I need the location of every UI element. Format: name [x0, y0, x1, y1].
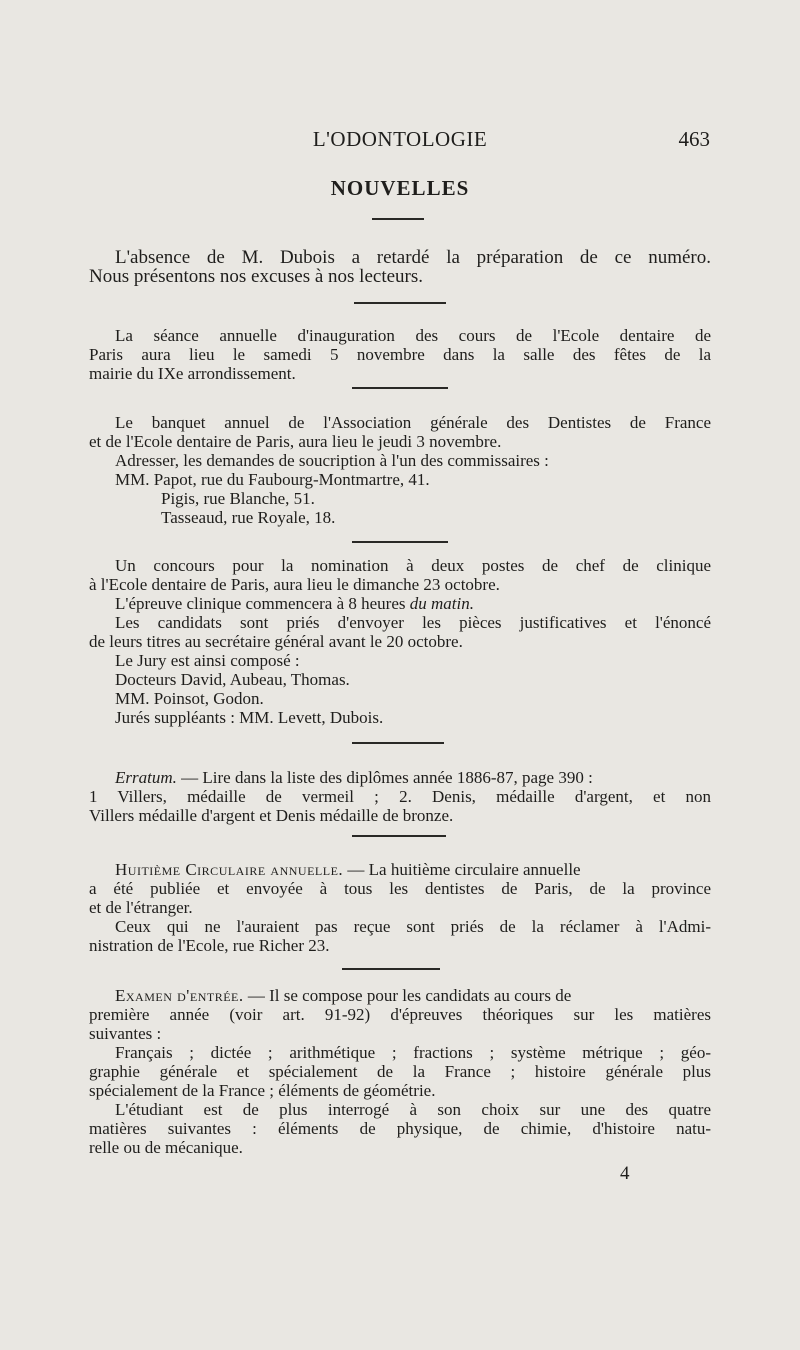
- text-line: a été publiée et envoyée à tous les dentistes de Paris, de la province: [89, 879, 711, 898]
- section-divider: [352, 742, 444, 744]
- text-line: mairie du IXe arrondissement.: [89, 364, 296, 383]
- text-line: La séance annuelle d'inauguration des cours de l'Ecole dentaire de: [115, 326, 711, 345]
- notice-circulaire: [89, 860, 711, 955]
- section-title: NOUVELLES: [330, 176, 470, 200]
- text-line: L'étudiant est de plus interrogé à son choix sur une des quatre: [115, 1100, 711, 1119]
- text-line: suivantes :: [89, 1024, 162, 1043]
- text-line: Les candidats sont priés d'envoyer les pièces justificatives et l'énoncé: [115, 613, 711, 632]
- page-number: 463: [678, 127, 710, 151]
- text-line: nistration de l'Ecole, rue Richer 23.: [89, 936, 330, 955]
- text-line: 1 Villers, médaille de vermeil ; 2. Denis, médaille d'argent, et non: [89, 787, 711, 806]
- text-line: Français ; dictée ; arithmétique ; fractions ; système métrique ; géo-: [115, 1043, 711, 1062]
- text-line: Un concours pour la nomination à deux postes de chef de clinique: [115, 556, 711, 575]
- notice-seance: [89, 326, 711, 383]
- text-line: MM. Papot, rue du Faubourg-Montmartre, 41.: [115, 470, 430, 489]
- text-line: Paris aura lieu le samedi 5 novembre dans la salle des fêtes de la: [89, 345, 711, 364]
- running-head: [90, 127, 710, 155]
- text-line: Pigis, rue Blanche, 51.: [161, 489, 315, 508]
- text-line: première année (voir art. 91-92) d'épreuves théoriques sur les matières: [89, 1005, 711, 1024]
- text-line: à l'Ecole dentaire de Paris, aura lieu le dimanche 23 octobre.: [89, 575, 500, 594]
- text-line: [89, 860, 711, 879]
- notice-banquet: [89, 413, 711, 527]
- text-span: Examen d'entrée.: [115, 986, 244, 1005]
- section-divider: [352, 835, 446, 837]
- text-line: Adresser, les demandes de soucription à l'un des commissaires :: [115, 451, 549, 470]
- text-line: Nous présentons nos excuses à nos lecteurs.: [89, 266, 424, 287]
- text-line: Jurés suppléants : MM. Levett, Dubois.: [115, 708, 384, 727]
- notice-erratum: [89, 768, 711, 825]
- signature-mark: 4: [620, 1163, 630, 1184]
- text-line: et de l'Ecole dentaire de Paris, aura lieu le jeudi 3 novembre.: [89, 432, 502, 451]
- text-line: matières suivantes : éléments de physique, de chimie, d'histoire natu-: [89, 1119, 711, 1138]
- text-line: Tasseaud, rue Royale, 18.: [161, 508, 336, 527]
- text-line: Docteurs David, Aubeau, Thomas.: [115, 670, 350, 689]
- running-title: L'ODONTOLOGIE: [312, 127, 488, 151]
- text-span: Erratum.: [115, 768, 177, 787]
- text-line: Villers médaille d'argent et Denis médaille de bronze.: [89, 806, 454, 825]
- text-line: Ceux qui ne l'auraient pas reçue sont priés de la réclamer à l'Admi-: [115, 917, 711, 936]
- text-line: MM. Poinsot, Godon.: [115, 689, 264, 708]
- text-line: graphie générale et spécialement de la France ; histoire générale plus: [89, 1062, 711, 1081]
- text-span: — La huitième circulaire annuelle: [343, 860, 581, 879]
- section-divider: [352, 541, 448, 543]
- text-line: [89, 594, 711, 613]
- text-line: L'absence de M. Dubois a retardé la préparation de ce numéro.: [115, 247, 711, 268]
- section-divider: [352, 387, 448, 389]
- text-span: — Il se compose pour les candidats au cours de: [243, 986, 572, 1005]
- text-line: relle ou de mécanique.: [89, 1138, 243, 1157]
- text-line: [89, 986, 711, 1005]
- section-divider: [342, 968, 440, 970]
- text-line: [89, 768, 711, 787]
- text-line: spécialement de la France ; éléments de géométrie.: [89, 1081, 436, 1100]
- text-line: Le banquet annuel de l'Association générale des Dentistes de France: [115, 413, 711, 432]
- text-span: Huitième Circulaire annuelle.: [115, 860, 344, 879]
- text-span: L'épreuve clinique commencera à 8 heures: [115, 594, 406, 613]
- text-span: du matin.: [409, 594, 474, 613]
- text-span: — Lire dans la liste des diplômes année 1886-87, page 390 :: [176, 768, 593, 787]
- notice-concours: [89, 556, 711, 727]
- title-divider: [372, 218, 424, 220]
- section-divider: [354, 302, 446, 304]
- notice-examen: [89, 986, 711, 1157]
- text-line: de leurs titres au secrétaire général avant le 20 octobre.: [89, 632, 463, 651]
- text-line: et de l'étranger.: [89, 898, 193, 917]
- notice-absence: [89, 247, 711, 285]
- text-line: Le Jury est ainsi composé :: [115, 651, 300, 670]
